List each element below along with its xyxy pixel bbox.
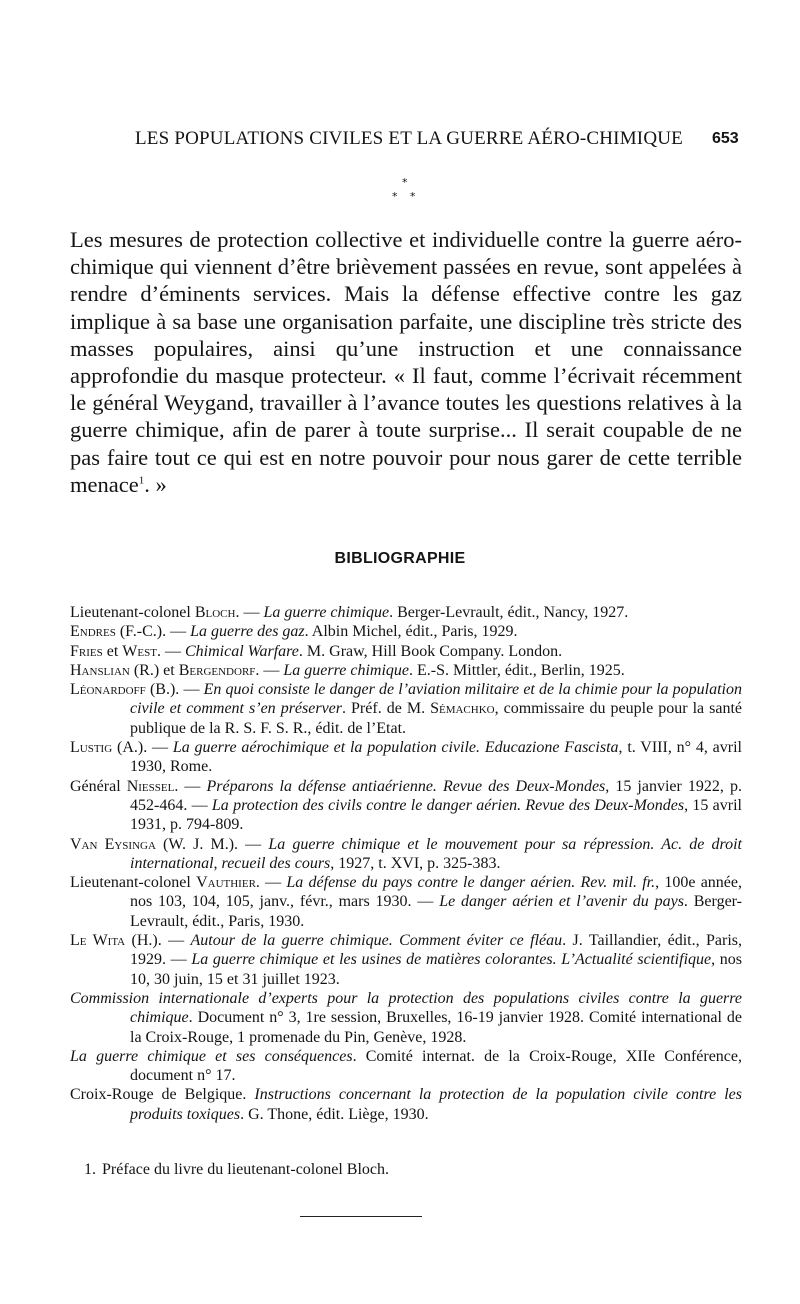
work-title: La défense du pays contre le danger aérien. Rev. mil. fr.: [286, 874, 656, 892]
author-name: Fries: [70, 642, 103, 660]
running-title: LES POPULATIONS CIVILES ET LA GUERRE AÉRO-CHIMIQUE: [135, 128, 683, 149]
author-name: Van Eysinga: [70, 835, 156, 853]
publication-info: . Document n° 3, 1re session, Bruxelles, 16-19 janvier 1928. Comité international de la Croix-Rouge, 1 promenade du Pin, Genève, 1928.: [130, 1009, 742, 1046]
entry-text: . —: [174, 777, 207, 795]
work-title: La protection des civils contre le danger aérien. Revue des Deux-Mondes: [211, 796, 685, 814]
bibliography-list: [70, 603, 742, 1124]
entry-text: (B.). —: [145, 681, 204, 699]
work-title: La guerre chimique et le mouvement pour sa répression. Ac. de droit international, recueil des cours: [130, 835, 742, 872]
asterism-star: *: [410, 190, 416, 203]
bibliography-entry-bloch: [70, 603, 742, 622]
work-title: La guerre des gaz: [190, 623, 305, 641]
paragraph-text: Les mesures de protection collective et individuelle contre la guerre aéro-chimique qui viennent d’être brièvement passées en revue, sont appelées à rendre d’éminents services. Mais la défense effective contre les gaz implique à sa base une organisation parfaite, une discipline très stricte des masses populaires, ainsi qu’une instruction et une connaissance approfondie du masque protecteur. « Il faut, comme l’écrivait récemment le général Weygand, travailler à l’avance toutes les questions relatives à la guerre chimique, afin de parer à toute surprise... Il serait coupable de ne pas faire tout ce qui est en notre pouvoir pour nous garer de cette terrible menace: [70, 227, 742, 497]
bibliography-entry-lustig: [70, 738, 742, 777]
publication-info: , commissaire du peuple pour la santé publique de la R. S. F. S. R., édit. de l’Etat.: [130, 700, 743, 737]
bibliography-entry-croix-rouge-belgique: [70, 1085, 742, 1124]
entry-text: (H.). —: [125, 932, 191, 950]
entry-prefix: Lieutenant-colonel: [70, 604, 195, 621]
footer-rule: [300, 1216, 422, 1217]
bibliography-entry-leonardoff: [70, 680, 742, 738]
publication-info: . E.-S. Mittler, édit., Berlin, 1925.: [409, 661, 625, 679]
footnote: [84, 1160, 744, 1179]
bibliography-entry-consequences: [70, 1047, 742, 1086]
footnote-reference: 1: [138, 474, 145, 487]
entry-text: et: [102, 642, 123, 660]
work-title: Instructions concernant la protection de la population civile contre les produits toxiques: [130, 1086, 742, 1123]
entry-text: (W. J. M.). —: [155, 835, 269, 853]
entry-prefix: Croix-Rouge de Belgique.: [70, 1086, 255, 1104]
author-name: Le Wita: [70, 932, 126, 950]
entry-text: (R.) et: [129, 661, 179, 679]
bibliography-entry-niessel: [70, 777, 742, 835]
entry-text: . —: [156, 642, 185, 660]
author-name: Bloch: [194, 604, 236, 621]
bibliography-entry-commission: [70, 989, 742, 1047]
work-title: La guerre chimique: [283, 661, 410, 679]
publication-info: . J. Taillandier, édit., Paris, 1929. —: [130, 932, 742, 969]
publication-info: . M. Graw, Hill Book Company. London.: [298, 642, 563, 660]
author-name: Vauthier: [196, 874, 256, 892]
entry-text: . —: [255, 874, 287, 892]
author-name: West: [122, 642, 157, 660]
publication-info: . G. Thone, édit. Liège, 1930.: [240, 1105, 429, 1123]
work-title: En quoi consiste le danger de l’aviation militaire et de la chimie pour la population civile et comment s’en préserver: [130, 681, 742, 718]
author-name: Niessel: [126, 777, 175, 795]
entry-text: . Préf. de M.: [342, 700, 431, 718]
entry-prefix: Lieutenant-colonel: [70, 874, 197, 892]
publication-info: . Berger-Levrault, édit., Nancy, 1927.: [389, 604, 629, 621]
publication-info: , t. VIII, n° 4, avril 1930, Rome.: [130, 739, 742, 776]
bibliography-entry-endres: [70, 622, 742, 641]
bibliography-entry-van-eysinga: [70, 835, 742, 874]
asterism-star: *: [392, 190, 398, 203]
footnote-marker: 1.: [84, 1161, 96, 1178]
publication-info: , 15 janvier 1922, p. 452-464. —: [130, 777, 742, 814]
bibliography-entry-le-wita: [70, 931, 742, 989]
publication-info: . Berger-Levrault, édit., Paris, 1930.: [130, 893, 743, 930]
publication-info: , 1927, t. XVI, p. 325-383.: [330, 854, 501, 872]
entry-text: (F.-C.). —: [115, 623, 191, 641]
publication-info: . Comité internat. de la Croix-Rouge, XIIe Conférence, document n° 17.: [130, 1047, 743, 1085]
publication-info: . Albin Michel, édit., Paris, 1929.: [304, 623, 518, 641]
author-name: Lustig: [70, 739, 113, 757]
author-name: Bergendorf: [178, 661, 256, 679]
asterism-separator: [380, 176, 440, 210]
work-title: La guerre chimique: [263, 604, 390, 621]
main-paragraph: [70, 226, 742, 498]
bibliography-heading: BIBLIOGRAPHIE: [334, 550, 466, 567]
work-title: Autour de la guerre chimique. Comment éviter ce fléau: [190, 932, 563, 950]
publication-info: , 100e année, nos 103, 104, 105, janv., févr., mars 1930. —: [130, 874, 743, 911]
entry-text: . —: [235, 604, 264, 621]
author-name: Hanslian: [70, 661, 130, 679]
author-name: Léonardoff: [70, 681, 146, 699]
work-title: La guerre chimique et les usines de matières colorantes. L’Actualité scientifique: [191, 951, 712, 969]
work-title: La guerre aérochimique et la population civile. Educazione Fascista: [172, 739, 619, 757]
bibliography-entry-vauthier: [70, 873, 742, 931]
footnote-text: Préface du livre du lieutenant-colonel Bloch.: [102, 1161, 390, 1178]
entry-text: . —: [255, 661, 284, 679]
entry-prefix: Général: [70, 777, 127, 795]
work-title: Le danger aérien et l’avenir du pays: [439, 893, 684, 911]
asterism-star: *: [402, 176, 408, 189]
author-name: Endres: [70, 623, 116, 641]
bibliography-entry-fries-west: [70, 642, 742, 661]
quote-closing: . »: [144, 471, 167, 497]
work-title: Commission internationale d’experts pour la protection des populations civiles contre la guerre chimique: [70, 989, 742, 1027]
publication-info: , 15 avril 1931, p. 794-809.: [130, 796, 743, 834]
bibliography-entry-hanslian: [70, 661, 742, 680]
entry-text: (A.). —: [112, 739, 173, 757]
page-number: 653: [712, 130, 739, 147]
work-title: Préparons la défense antiaérienne. Revue des Deux-Mondes: [206, 777, 606, 795]
work-title: Chimical Warfare: [184, 642, 299, 660]
publication-info: , nos 10, 30 juin, 15 et 31 juillet 1923.: [130, 951, 742, 988]
running-header: [0, 124, 800, 154]
author-name: Sémachko: [430, 700, 495, 718]
work-title: La guerre chimique et ses conséquences: [70, 1047, 353, 1065]
